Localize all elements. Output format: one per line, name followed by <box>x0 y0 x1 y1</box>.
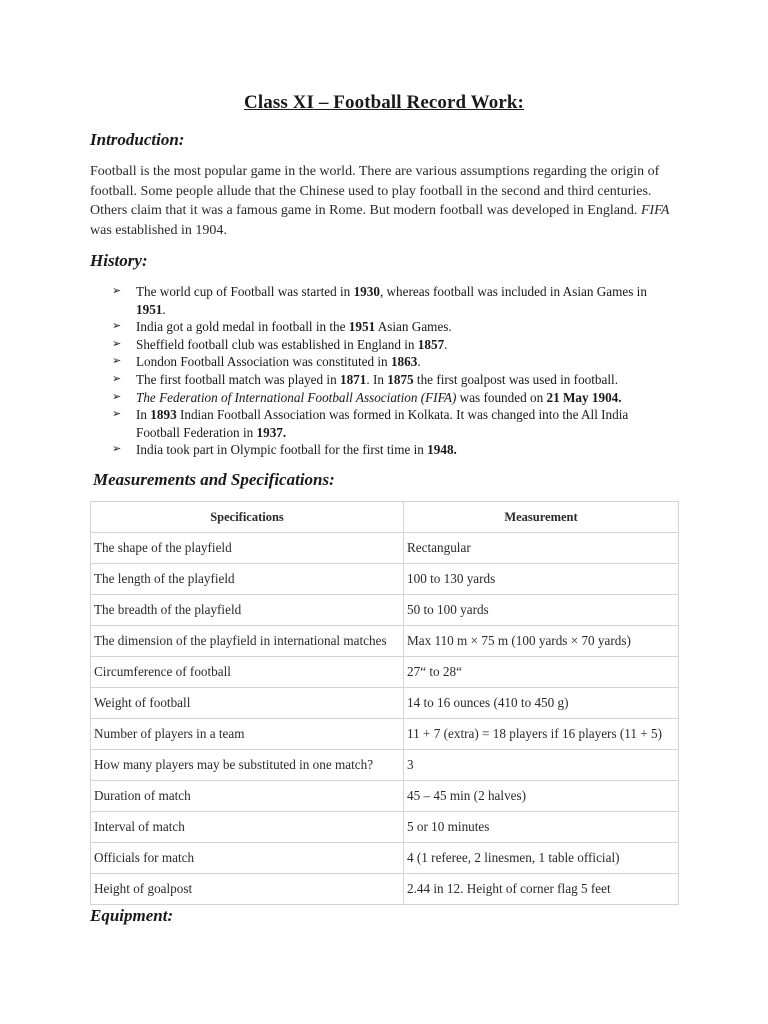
list-item: ➢ The first football match was played in 1871. In 1875 the first goalpost was used in football. <box>112 371 618 387</box>
arrowhead-bullet-icon: ➢ <box>112 443 122 456</box>
spec-cell: Weight of football <box>91 688 404 719</box>
arrowhead-bullet-icon: ➢ <box>112 355 122 368</box>
measurement-cell: 5 or 10 minutes <box>404 812 679 843</box>
spec-cell: Height of goalpost <box>91 874 404 905</box>
equipment-heading: Equipment: <box>90 906 174 925</box>
intro-text: Football is the most popular game in the world. There are various assumptions regarding the origin of football. Some people allude that the Chinese used to play football in the second and third centuries. Others claim that it was a famous game in Rome. But modern football was developed in England. <box>90 164 660 219</box>
spec-cell: The breadth of the playfield <box>91 595 404 626</box>
arrowhead-bullet-icon: ➢ <box>112 390 122 403</box>
list-item: ➢ India took part in Olympic football for the first time in 1948. <box>112 442 457 458</box>
column-header-specifications: Specifications <box>91 502 404 533</box>
spec-cell: Circumference of football <box>91 657 404 688</box>
column-header-measurement: Measurement <box>404 502 679 533</box>
spec-cell: Duration of match <box>91 781 404 812</box>
measurement-cell: 4 (1 referee, 2 linesmen, 1 table official) <box>404 843 679 874</box>
list-item: ➢ Sheffield football club was established in England in 1857. <box>112 336 448 352</box>
table-row <box>91 843 679 874</box>
intro-text-end: was established in 1904. <box>90 222 227 238</box>
measurement-cell: 27“ to 28“ <box>404 657 679 688</box>
measurement-cell: 50 to 100 yards <box>404 595 679 626</box>
arrowhead-bullet-icon: ➢ <box>112 372 122 385</box>
list-item: ➢ The world cup of Football was started in 1930, whereas football was included in Asian Games in 1951. <box>112 284 647 317</box>
table-row <box>91 657 679 688</box>
spec-cell: The dimension of the playfield in international matches <box>91 626 404 657</box>
measurement-cell: 14 to 16 ounces (410 to 450 g) <box>404 688 679 719</box>
list-item: ➢ The Federation of International Football Association (FIFA) was founded on 21 May 1904. <box>112 389 622 405</box>
table-row <box>91 812 679 843</box>
spec-cell: The length of the playfield <box>91 564 404 595</box>
table-row <box>91 626 679 657</box>
measurements-heading: Measurements and Specifications: <box>93 470 335 489</box>
list-item: ➢ London Football Association was constituted in 1863. <box>112 354 421 370</box>
spec-cell: How many players may be substituted in one match? <box>91 750 404 781</box>
spec-cell: Interval of match <box>91 812 404 843</box>
list-item: ➢ India got a gold medal in football in the 1951 Asian Games. <box>112 319 452 335</box>
table-header-row <box>91 502 679 533</box>
table-row <box>91 688 679 719</box>
fifa-term: FIFA <box>640 203 670 219</box>
measurement-cell: 45 – 45 min (2 halves) <box>404 781 679 812</box>
introduction-heading: Introduction: <box>90 130 185 149</box>
spec-cell: The shape of the playfield <box>91 533 404 564</box>
measurement-cell: 2.44 in 12. Height of corner flag 5 feet <box>404 874 679 905</box>
introduction-paragraph <box>90 162 678 240</box>
history-heading: History: <box>90 251 148 270</box>
measurement-cell: 100 to 130 yards <box>404 564 679 595</box>
arrowhead-bullet-icon: ➢ <box>112 408 122 421</box>
list-item: ➢ In 1893 Indian Football Association was formed in Kolkata. It was changed into the All India Football Federation in 1937. <box>112 407 629 440</box>
measurement-cell: Max 110 m × 75 m (100 yards × 70 yards) <box>404 626 679 657</box>
page-title: Class XI – Football Record Work: <box>244 92 524 113</box>
arrowhead-bullet-icon: ➢ <box>112 320 122 333</box>
table-row <box>91 874 679 905</box>
arrowhead-bullet-icon: ➢ <box>112 285 122 297</box>
spec-cell: Number of players in a team <box>91 719 404 750</box>
specifications-table <box>90 501 679 905</box>
spec-cell: Officials for match <box>91 843 404 874</box>
arrowhead-bullet-icon: ➢ <box>112 337 122 350</box>
measurement-cell: 11 + 7 (extra) = 18 players if 16 players (11 + 5) <box>404 719 679 750</box>
history-list <box>112 283 672 459</box>
measurement-cell: Rectangular <box>404 533 679 564</box>
measurement-cell: 3 <box>404 750 679 781</box>
table-row <box>91 781 679 812</box>
table-row <box>91 533 679 564</box>
table-row <box>91 595 679 626</box>
table-row <box>91 564 679 595</box>
table-row <box>91 750 679 781</box>
table-row <box>91 719 679 750</box>
